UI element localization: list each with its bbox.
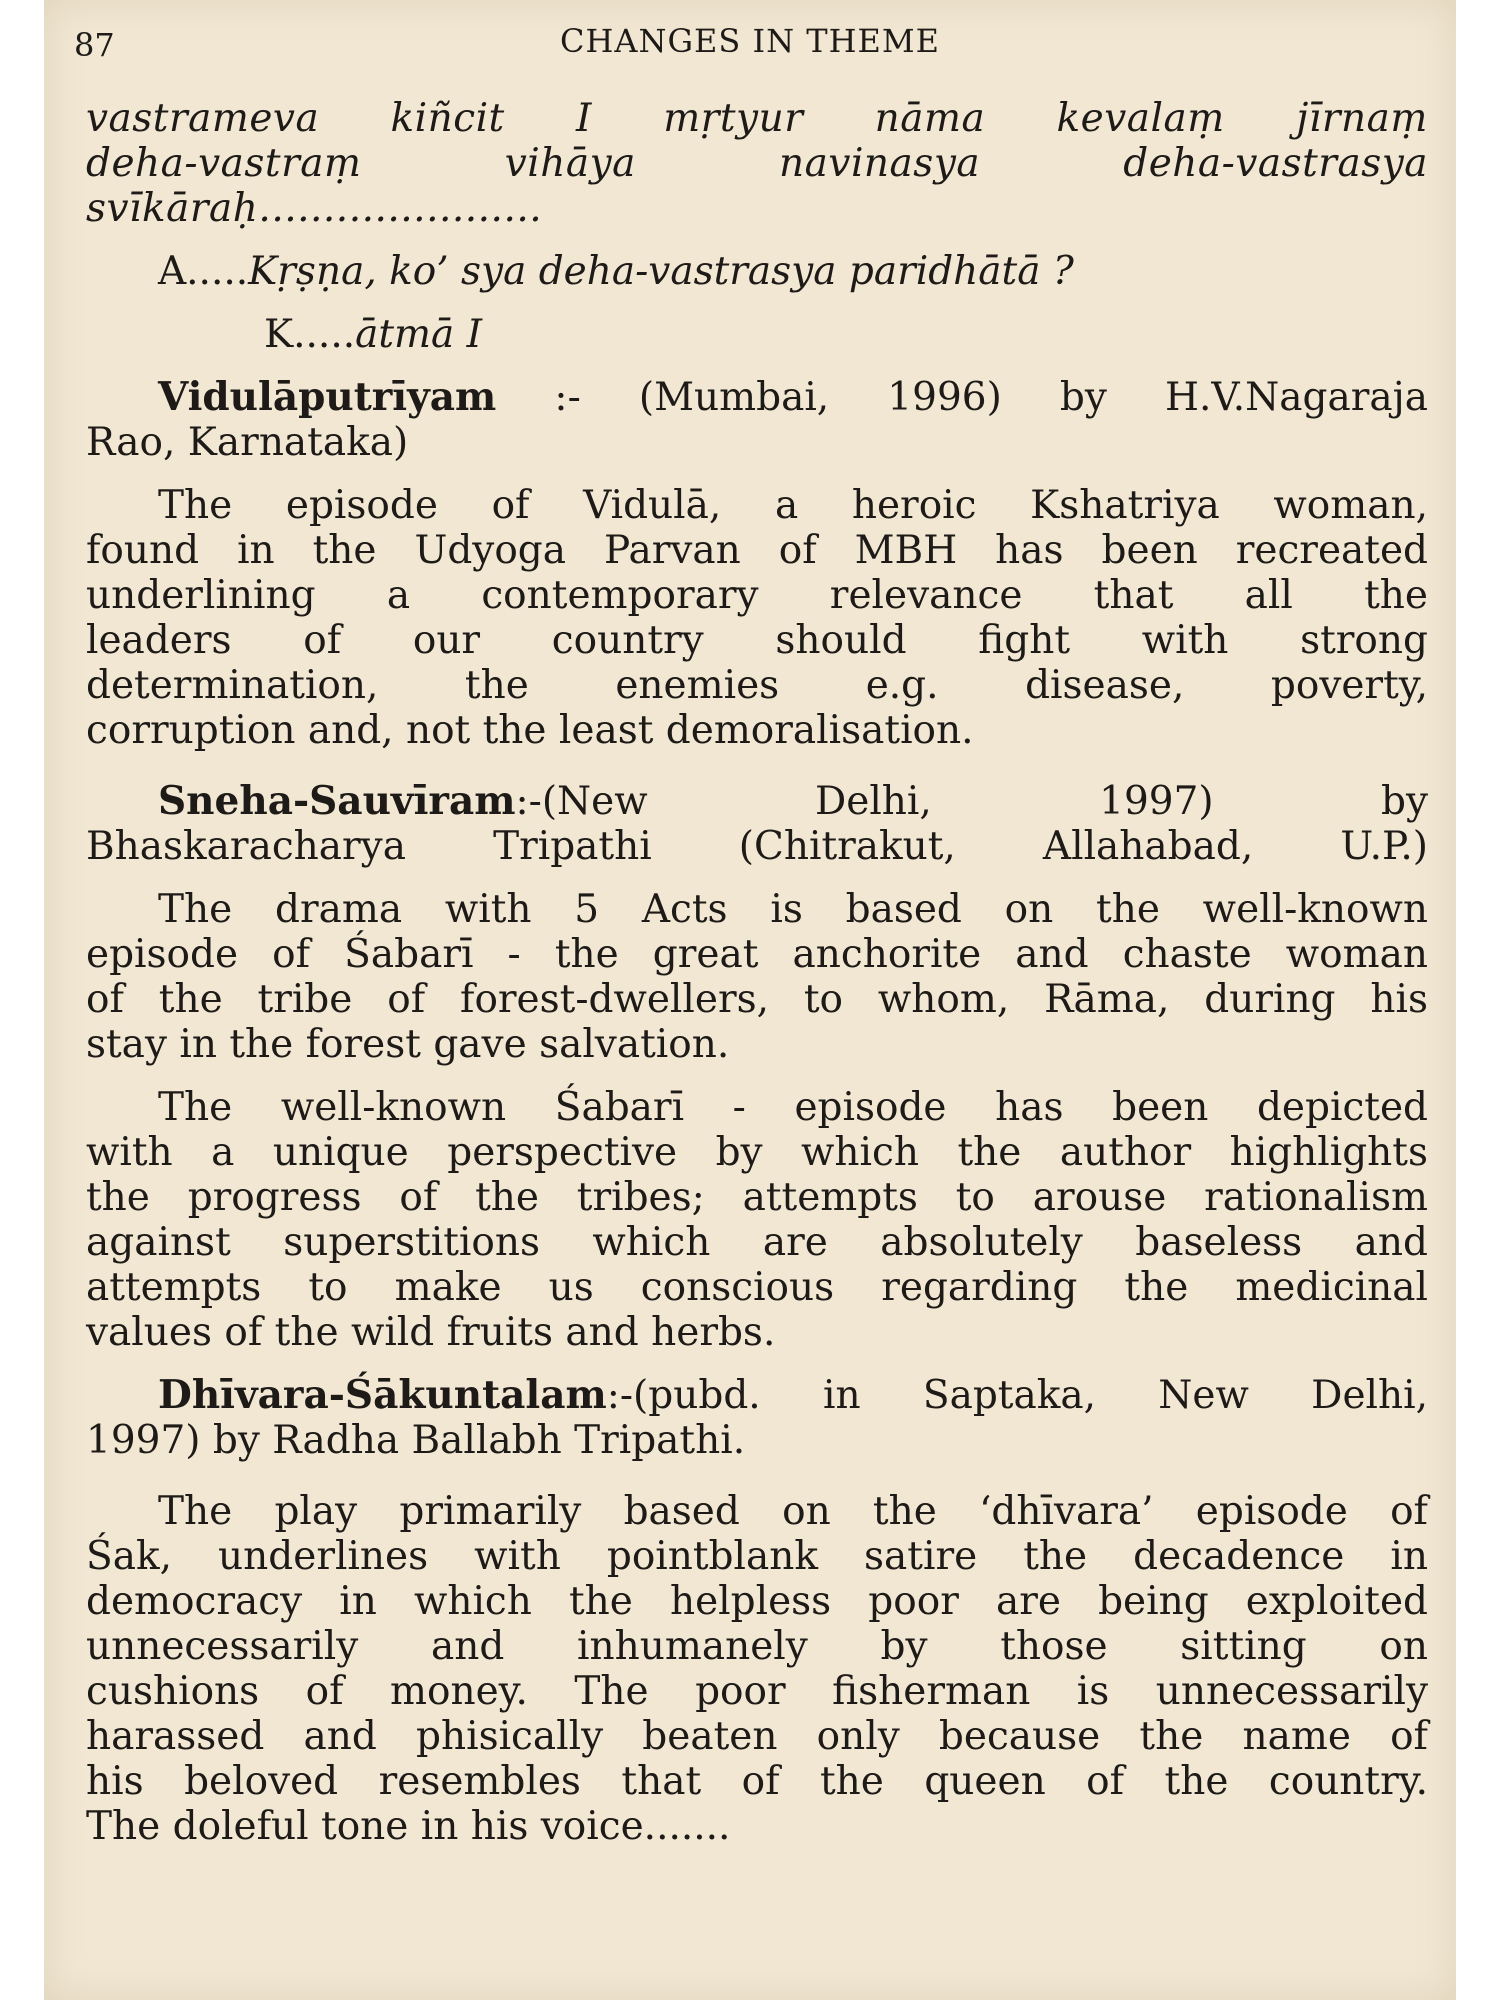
entry-vidulaputriyam <box>86 375 1428 753</box>
quote-line: deha-vastraṃ vihāya navinasya deha-vastrasya <box>86 141 1428 186</box>
body-line: episode of Śabarī - the great anchorite and chaste woman <box>86 932 1428 977</box>
body-line: The doleful tone in his voice....... <box>86 1804 731 1849</box>
quote-line: svīkāraḥ...................... <box>86 186 543 231</box>
body-line: attempts to make us conscious regarding the medicinal <box>86 1265 1428 1310</box>
body-line: The drama with 5 Acts is based on the well-known <box>158 887 1428 932</box>
body-line: found in the Udyoga Parvan of MBH has been recreated <box>86 528 1428 573</box>
dialogue-line <box>86 312 1428 357</box>
entry-heading <box>86 1373 1428 1418</box>
body-line: against superstitions which are absolutely baseless and <box>86 1220 1428 1265</box>
dialogue-text: ātmā I <box>355 312 483 357</box>
body-line: cushions of money. The poor fisherman is unnecessarily <box>86 1669 1428 1714</box>
entry-dhivara-sakuntalam <box>86 1373 1428 1849</box>
body-line: unnecessarily and inhumanely by those sitting on <box>86 1624 1428 1669</box>
page-header <box>74 18 1426 68</box>
body-line: Śak, underlines with pointblank satire the decadence in <box>86 1534 1428 1579</box>
book-page <box>44 0 1456 2000</box>
body-line: his beloved resembles that of the queen of the country. <box>86 1759 1428 1804</box>
page-content <box>86 96 1428 1849</box>
entry-sneha-sauviram <box>86 779 1428 1355</box>
entry-heading-rest: :- (Mumbai, 1996) by H.V.Nagaraja <box>496 375 1428 420</box>
entry-title: Dhīvara-Śākuntalam <box>158 1372 607 1418</box>
entry-heading-line: Rao, Karnataka) <box>86 420 409 465</box>
body-line: leaders of our country should fight with strong <box>86 618 1428 663</box>
entry-title: Vidulāputrīyam <box>158 374 497 420</box>
page-number: 87 <box>74 26 115 64</box>
entry-heading-line: Bhaskaracharya Tripathi (Chitrakut, Allahabad, U.P.) <box>86 824 1428 869</box>
body-line: harassed and phisically beaten only because the name of <box>86 1714 1428 1759</box>
entry-heading-rest: :-(pubd. in Saptaka, New Delhi, <box>606 1373 1428 1418</box>
speaker: K..... <box>264 312 356 357</box>
dialogue-text: Kṛṣṇa, ko’ sya deha-vastrasya paridhātā ? <box>248 249 1074 294</box>
body-line: The play primarily based on the ‘dhīvara’ episode of <box>158 1489 1428 1534</box>
body-line: with a unique perspective by which the author highlights <box>86 1130 1428 1175</box>
body-line: underlining a contemporary relevance that all the <box>86 573 1428 618</box>
body-line: stay in the forest gave salvation. <box>86 1022 730 1067</box>
speaker: A..... <box>158 249 249 294</box>
body-line: The well-known Śabarī - episode has been depicted <box>158 1085 1428 1130</box>
quote-line: vastrameva kiñcit I mṛtyur nāma kevalaṃ jīrnaṃ <box>86 96 1428 141</box>
dialogue <box>86 249 1428 357</box>
entry-heading <box>86 779 1428 824</box>
body-line: values of the wild fruits and herbs. <box>86 1310 776 1355</box>
body-line: democracy in which the helpless poor are being exploited <box>86 1579 1428 1624</box>
running-head: CHANGES IN THEME <box>559 22 941 60</box>
body-line: the progress of the tribes; attempts to arouse rationalism <box>86 1175 1428 1220</box>
body-line: determination, the enemies e.g. disease, poverty, <box>86 663 1428 708</box>
entry-heading <box>86 375 1428 420</box>
body-line: The episode of Vidulā, a heroic Kshatriya woman, <box>158 483 1428 528</box>
entry-title: Sneha-Sauvīram <box>158 778 516 824</box>
dialogue-line <box>86 249 1428 294</box>
body-line: of the tribe of forest-dwellers, to whom, Rāma, during his <box>86 977 1428 1022</box>
entry-heading-line: 1997) by Radha Ballabh Tripathi. <box>86 1418 746 1463</box>
body-line: corruption and, not the least demoralisation. <box>86 708 974 753</box>
entry-heading-rest: :-(New Delhi, 1997) by <box>515 779 1428 824</box>
sanskrit-quote <box>86 96 1428 231</box>
